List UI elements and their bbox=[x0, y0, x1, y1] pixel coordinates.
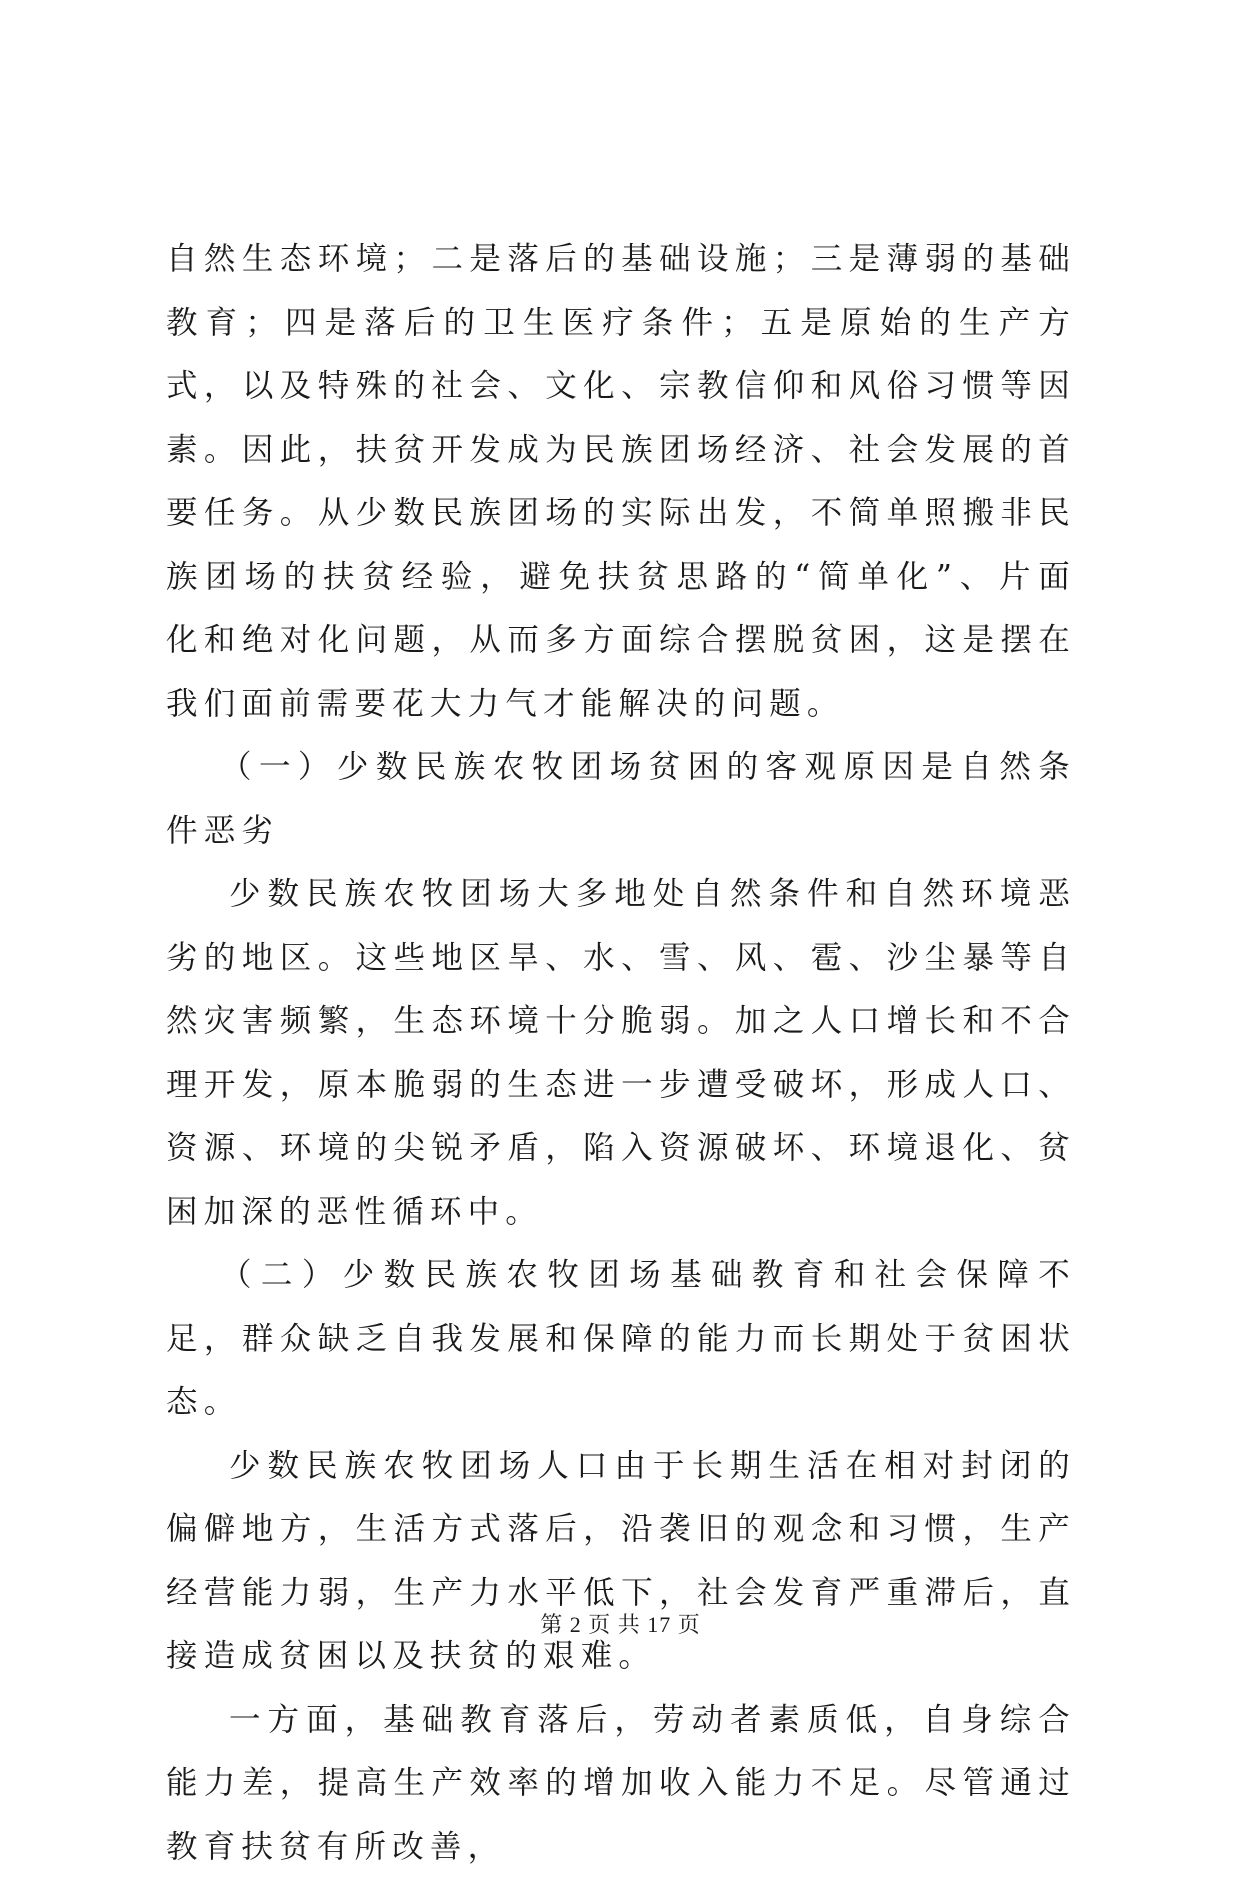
paragraph-population: 少数民族农牧团场人口由于长期生活在相对封闭的偏僻地方，生活方式落后，沿袭旧的观念和习惯，生产经营能力弱，生产力水平低下，社会发育严重滞后，直接造成贫困以及扶贫的艰难。 bbox=[166, 1435, 1076, 1689]
paragraph-continued: 自然生态环境；二是落后的基础设施；三是薄弱的基础教育；四是落后的卫生医疗条件；五是原始的生产方式，以及特殊的社会、文化、宗教信仰和风俗习惯等因素。因此，扶贫开发成为民族团场经济、社会发展的首要任务。从少数民族团场的实际出发，不简单照搬非民族团场的扶贫经验，避免扶贫思路的“简单化”、片面化和绝对化问题，从而多方面综合摆脱贫困，这是摆在我们面前需要花大力气才能解决的问题。 bbox=[166, 228, 1076, 736]
page-footer: 第 2 页 共 17 页 bbox=[0, 1608, 1241, 1639]
section-heading-2: （二）少数民族农牧团场基础教育和社会保障不足，群众缺乏自我发展和保障的能力而长期处于贫困状态。 bbox=[166, 1244, 1076, 1435]
paragraph-education: 一方面，基础教育落后，劳动者素质低，自身综合能力差，提高生产效率的增加收入能力不足。尽管通过教育扶贫有所改善， bbox=[166, 1689, 1076, 1879]
section-heading-1: （一）少数民族农牧团场贫困的客观原因是自然条件恶劣 bbox=[166, 736, 1076, 863]
paragraph-natural-conditions: 少数民族农牧团场大多地处自然条件和自然环境恶劣的地区。这些地区旱、水、雪、风、雹、沙尘暴等自然灾害频繁，生态环境十分脆弱。加之人口增长和不合理开发，原本脆弱的生态进一步遭受破坏，形成人口、资源、环境的尖锐矛盾，陷入资源破坏、环境退化、贫困加深的恶性循环中。 bbox=[166, 863, 1076, 1244]
